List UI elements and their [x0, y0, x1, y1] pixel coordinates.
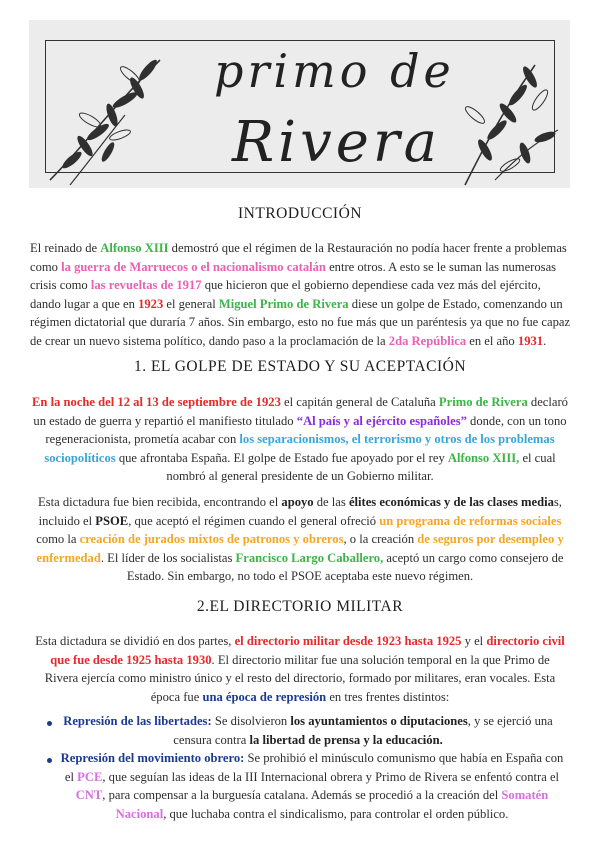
body-text: Se prohibió el minúsculo comunismo que había en España con el — [64, 751, 564, 784]
body-text: , que aceptó el régimen cuando el general ofreció — [128, 513, 380, 528]
bullet-item-libertades — [58, 712, 558, 749]
intro-paragraph — [30, 239, 571, 351]
body-text: Esta dictadura fue bien recibida, encontrando el — [38, 495, 282, 509]
highlight-jurados: creación de jurados mixtos de patronos y obreros — [79, 532, 344, 547]
body-text: , para compensar a la burguesía catalana. Además se procedió a la creación del — [102, 788, 502, 803]
highlight-seguros: de seguros por desempleo y enfermedad — [36, 532, 564, 565]
intro-text: que hicieron que el gobierno dependiese cada vez más del ejército, dando lugar a que en — [30, 278, 541, 311]
bullet-item-movimiento-obrero — [58, 749, 566, 823]
highlight-alfonso: Alfonso XIII, — [447, 450, 520, 465]
body-text: Se disolvieron — [211, 714, 291, 728]
highlight-somaten: Somatén Nacional — [115, 788, 549, 821]
highlight-primo: Primo de Rivera — [438, 395, 528, 409]
intro-text: diese un golpe de Estado, comenzando un régimen dictatorial que duraría 7 años. Sin embargo, esto no fue más que un paréntesis ya que no fue capaz de crear un nuevo sistema político, dando paso a la proclamación de la — [30, 296, 571, 348]
bullet-dot-icon — [47, 721, 52, 726]
bold-libertad-prensa: la libertad de prensa y la educación. — [249, 732, 443, 747]
section1-paragraph2 — [32, 493, 568, 586]
highlight-directorio-militar: el directorio militar desde 1923 hasta 1925 — [234, 634, 462, 648]
section1-paragraph1 — [32, 393, 568, 486]
bold-ayuntamientos: los ayuntamientos o diputaciones — [290, 714, 468, 728]
highlight-guerra: la guerra de Marruecos o el nacionalismo catalán — [61, 259, 326, 274]
bold-apoyo: apoyo — [281, 495, 314, 509]
intro-text: demostró que el régimen de la Restauración no podía hacer frente a problemas como — [30, 241, 567, 274]
highlight-largo: Francisco Largo Caballero, — [235, 550, 384, 565]
highlight-noche: En la noche del 12 al 13 de septiembre de 1923 — [32, 395, 281, 409]
highlight-separacionismos: los separacionismos, el terrorismo y otros de los problemas sociopolíticos — [44, 432, 555, 465]
body-text: , que luchaba contra el sindicalismo, para controlar el orden público. — [163, 806, 509, 821]
bold-elites: élites económicas y de las clases media — [348, 495, 554, 509]
highlight-programa: un programa de reformas sociales — [379, 513, 562, 528]
body-text: de las — [313, 495, 349, 509]
intro-text: El reinado de — [30, 241, 101, 255]
section2-heading: 2.EL DIRECTORIO MILITAR — [196, 598, 404, 615]
body-text: como la — [36, 532, 80, 547]
bullet-label: Represión de las libertades: — [63, 714, 212, 728]
highlight-represion: una época de represión — [202, 689, 327, 704]
highlight-miguel: Miguel Primo de Rivera — [218, 296, 349, 311]
intro-text: el general — [163, 296, 219, 311]
intro-text: en el año — [466, 333, 518, 348]
body-text: el capitán general de Cataluña — [280, 395, 439, 409]
highlight-cnt: CNT — [75, 788, 103, 803]
highlight-1923: 1923 — [138, 296, 164, 311]
body-text: declaró un estado de guerra y repartió el manifiesto titulado — [33, 395, 568, 428]
body-text: Esta dictadura se dividió en dos partes, — [35, 634, 235, 648]
intro-heading: INTRODUCCIÓN — [238, 205, 362, 222]
highlight-alfonso: Alfonso XIII — [100, 241, 169, 255]
body-text: el cual nombró al general presidente de un Gobierno militar. — [166, 450, 556, 484]
body-text: . El líder de los socialistas — [100, 550, 236, 565]
body-text: n — [229, 432, 237, 447]
section2-paragraph1 — [32, 632, 568, 706]
highlight-manifiesto: “Al país y al ejército españoles” — [296, 413, 467, 428]
body-text: . El directorio militar fue una solución temporal en la que Primo de Rivera ejercía como ministro único y el resto del directorio, formado por militares, eran vocales. Esta época fue — [44, 652, 556, 704]
title-line-1: primo de — [214, 44, 455, 98]
highlight-revueltas: las revueltas de 1917 — [90, 278, 202, 293]
bold-psoe: PSOE — [95, 513, 129, 528]
highlight-directorio-civil: directorio civil que fue desde 1925 hasta 1930 — [50, 634, 565, 667]
body-text: , o la creación — [343, 532, 418, 547]
section1-heading: 1. EL GOLPE DE ESTADO Y SU ACEPTACIÓN — [133, 358, 467, 375]
body-text: s, incluido el — [38, 495, 562, 528]
body-text: , y se ejerció una censura contra — [173, 714, 553, 747]
intro-text: entre otros. A esto se le suman las numerosas crisis como — [30, 259, 557, 293]
body-text: en tres frentes distintos: — [326, 689, 450, 704]
highlight-1931: 1931 — [517, 333, 544, 348]
body-text: donde, con un tono regeneracionista, prometía acabar co — [45, 413, 567, 447]
highlight-republica: 2da República — [388, 333, 467, 348]
bullet-label: Represión del movimiento obrero: — [60, 751, 245, 765]
olive-branch-left-icon — [30, 40, 180, 190]
bullet-dot-icon — [47, 758, 52, 763]
olive-branch-right-icon — [440, 55, 570, 190]
title-line-2: Rivera — [232, 110, 442, 175]
body-text: que afrontaba España. El golpe de Estado fue apoyado por el rey — [115, 450, 448, 465]
body-text: aceptó un cargo como consejero de Estado. Sin embargo, no todo el PSOE aceptaba este nuevo régimen. — [126, 550, 564, 584]
body-text: , que seguían las ideas de la III Internacional obrera y Primo de Rivera se enfentó contra el — [102, 769, 560, 784]
highlight-pce: PCE — [77, 769, 103, 784]
body-text: y el — [461, 634, 487, 648]
intro-text: . — [543, 333, 547, 348]
